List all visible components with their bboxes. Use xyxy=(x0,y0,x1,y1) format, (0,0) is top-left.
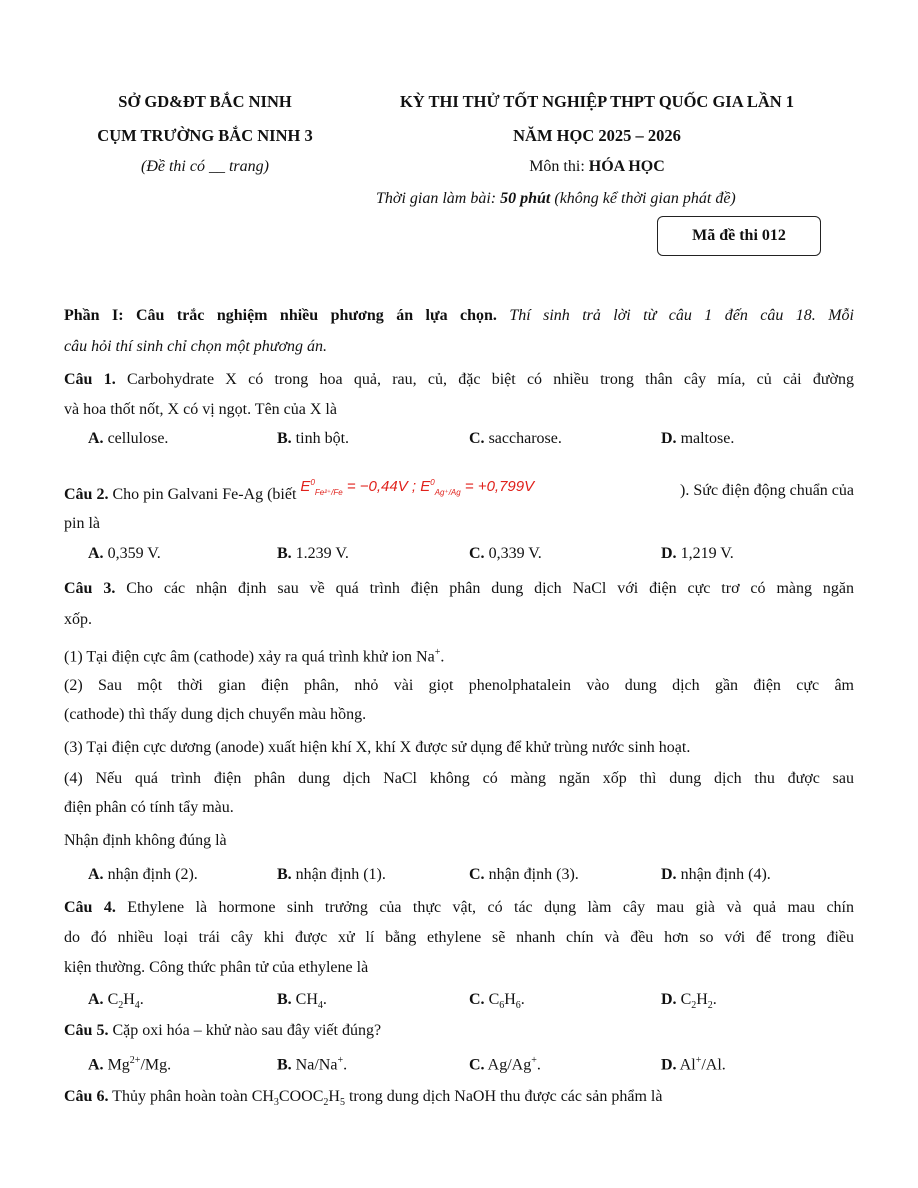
q4-line3: kiện thường. Công thức phân tử của ethylene là xyxy=(64,959,369,976)
part1-title: Phần I: Câu trắc nghiệm nhiều phương án lựa chọn. xyxy=(64,307,497,324)
page-count: (Đề thi có __ trang) xyxy=(141,158,269,175)
q5-text: Cặp oxi hóa – khử nào sau đây viết đúng? xyxy=(108,1022,382,1039)
q2-text-pre: Cho pin Galvani Fe-Ag (biết xyxy=(108,486,301,503)
q3-statement-3: (3) Tại điện cực dương (anode) xuất hiện khí X, khí X được sử dụng để khử trùng nước sinh hoạt. xyxy=(64,739,691,756)
q5-option-c[interactable]: C. Ag/Ag+. xyxy=(469,1055,541,1074)
time-line xyxy=(376,190,736,208)
q1-line1 xyxy=(64,370,854,390)
q1-option-d[interactable]: D. maltose. xyxy=(661,430,735,447)
q5-option-a[interactable]: A. $Mg^{2+}/Mg$. xyxy=(88,1055,172,1074)
q5-label: Câu 5. xyxy=(64,1022,109,1039)
part1-instr-line2: câu hỏi thí sinh chỉ chọn một phương án. xyxy=(64,338,328,355)
q5-line1 xyxy=(64,1021,854,1041)
exam-title: KỲ THI THỬ TỐT NGHIỆP THPT QUỐC GIA LẦN 1 xyxy=(399,92,795,111)
q2-text-post: ). Sức điện động chuẩn của xyxy=(680,482,854,499)
q3-option-d[interactable]: D. nhận định (4). xyxy=(661,866,771,883)
electrode-potentials: $E^0_{Fe^{2+}/Fe} = -0,44V$ ; $E^0_{Ag^+/Ag} = +0,799V$ xyxy=(300,478,535,497)
part1-instr: Thí sinh trả lời từ câu 1 đến câu 18. Mỗi xyxy=(496,307,854,324)
q4-option-d[interactable]: D. $C_2H_2$. xyxy=(661,991,717,1012)
dept-name: SỞ GD&ĐT BẮC NINH xyxy=(118,92,292,111)
q1-label: Câu 1. xyxy=(64,371,116,388)
q2-option-d[interactable]: D. 1,219 V. xyxy=(661,545,734,562)
q3-statement-4-line1: (4) Nếu quá trình điện phân dung dịch NaCl không có màng ngăn xốp thì dung dịch thu được sau xyxy=(64,770,854,787)
q3-statement-4-line2: điện phân có tính tẩy màu. xyxy=(64,799,234,816)
q4-text: Ethylene là hormone sinh trưởng của thực vật, có tác dụng làm cây mau già và quả mau chín xyxy=(115,899,855,916)
q3-line1 xyxy=(64,579,854,599)
subject-line xyxy=(352,158,842,176)
q4-option-a[interactable]: A. $C_2H_4$. xyxy=(88,991,144,1012)
q4-option-b[interactable]: B. $CH_4$. xyxy=(277,991,327,1012)
q2-label: Câu 2. xyxy=(64,486,109,503)
q3-option-b[interactable]: B. nhận định (1). xyxy=(277,866,386,883)
q5-option-d[interactable]: D. Al+/Al. xyxy=(661,1055,726,1074)
school-year: NĂM HỌC 2025 – 2026 xyxy=(513,126,681,145)
subject: HÓA HỌC xyxy=(588,158,665,175)
time-prefix: Thời gian làm bài: xyxy=(376,190,501,207)
q6-line1: Câu 6. Thủy phân hoàn toàn $CH_3COOC_2H_5$ trong dung dịch NaOH thu được các sản phẩm là xyxy=(64,1088,663,1109)
q3-text: Cho các nhận định sau về quá trình điện phân dung dịch NaCl với điện cực trơ có màng ngăn xyxy=(115,580,854,597)
q2-option-a[interactable]: A. 0,359 V. xyxy=(88,545,161,562)
q3-ask: Nhận định không đúng là xyxy=(64,832,227,849)
q4-line1 xyxy=(64,898,854,918)
subject-label: Môn thi: xyxy=(529,158,589,175)
part1-title-line xyxy=(64,306,854,326)
q4-option-c[interactable]: C. $C_6H_6$. xyxy=(469,991,525,1012)
q6-label: Câu 6. xyxy=(64,1088,109,1105)
q3-statement-2-line1: (2) Sau một thời gian điện phân, nhỏ vài giọt phenolphatalein vào dung dịch gần điện cực âm xyxy=(64,677,854,694)
q1-option-b[interactable]: B. tinh bột. xyxy=(277,430,350,447)
school-cluster: CỤM TRƯỜNG BẮC NINH 3 xyxy=(97,126,313,145)
q2-line1 xyxy=(64,478,854,511)
time-value: 50 phút xyxy=(500,190,551,207)
q3-statement-2-line2: (cathode) thì thấy dung dịch chuyển màu hồng. xyxy=(64,706,367,723)
q1-option-c[interactable]: C. saccharose. xyxy=(469,430,562,447)
exam-code: Mã đề thi 012 xyxy=(692,227,786,244)
q1-option-a[interactable]: A. cellulose. xyxy=(88,430,169,447)
q4-line2: do đó nhiều loại trái cây khi được xử lí bằng ethylene sẽ nhanh chín và đều hơn so với để trong điều xyxy=(64,929,854,946)
q3-option-c[interactable]: C. nhận định (3). xyxy=(469,866,579,883)
q3-label: Câu 3. xyxy=(64,580,116,597)
q3-option-a[interactable]: A. nhận định (2). xyxy=(88,866,198,883)
q3-statement-1: (1) Tại điện cực âm (cathode) xảy ra quá trình khử ion Na+. xyxy=(64,647,445,666)
q2-option-c[interactable]: C. 0,339 V. xyxy=(469,545,542,562)
time-suffix: (không kể thời gian phát đề) xyxy=(550,190,736,207)
q1-line2: và hoa thốt nốt, X có vị ngọt. Tên của X là xyxy=(64,401,337,418)
q3-line2: xốp. xyxy=(64,611,92,628)
q2-option-b[interactable]: B. 1.239 V. xyxy=(277,545,349,562)
exam-code-box xyxy=(657,216,821,256)
q1-text: Carbohydrate X có trong hoa quả, rau, củ, đặc biệt có nhiều trong thân cây mía, củ cải đường xyxy=(115,371,855,388)
q2-line2: pin là xyxy=(64,515,100,532)
q5-option-b[interactable]: B. Na/Na+. xyxy=(277,1055,348,1074)
q4-label: Câu 4. xyxy=(64,899,116,916)
